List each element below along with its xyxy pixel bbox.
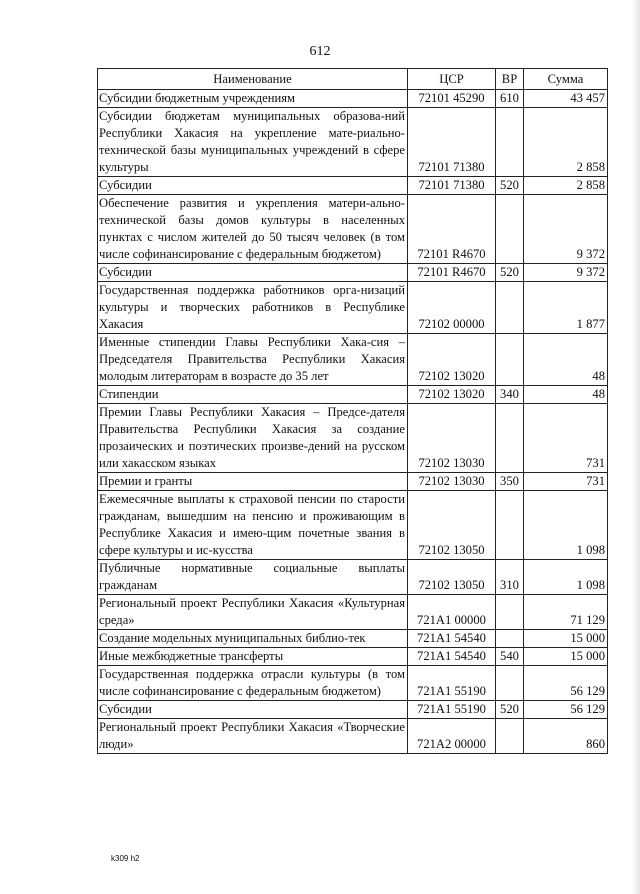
cell-vr xyxy=(496,108,524,177)
cell-sum: 71 129 xyxy=(524,595,608,630)
cell-csr: 72102 13050 xyxy=(408,491,496,560)
table-row xyxy=(98,90,608,108)
cell-sum: 15 000 xyxy=(524,630,608,648)
cell-vr xyxy=(496,282,524,334)
cell-name: Публичные нормативные социальные выплаты гражданам xyxy=(98,560,408,595)
cell-name: Субсидии бюджетам муниципальных образова-ний Республики Хакасия на укрепление мате-риально-технической базы муниципальных учреждений в сфере культуры xyxy=(98,108,408,177)
cell-name: Региональный проект Республики Хакасия «Культурная среда» xyxy=(98,595,408,630)
table-row xyxy=(98,282,608,334)
cell-name: Субсидии xyxy=(98,177,408,195)
table-body xyxy=(98,90,608,754)
table-row xyxy=(98,177,608,195)
cell-sum: 48 xyxy=(524,386,608,404)
cell-csr: 721A1 00000 xyxy=(408,595,496,630)
cell-name: Региональный проект Республики Хакасия «Творческие люди» xyxy=(98,719,408,754)
header-name: Наименование xyxy=(98,69,408,90)
cell-csr: 721A1 55190 xyxy=(408,666,496,701)
cell-name: Субсидии бюджетным учреждениям xyxy=(98,90,408,108)
cell-sum: 731 xyxy=(524,473,608,491)
cell-csr: 72101 R4670 xyxy=(408,264,496,282)
cell-sum: 56 129 xyxy=(524,701,608,719)
cell-name: Субсидии xyxy=(98,701,408,719)
cell-csr: 721A1 54540 xyxy=(408,648,496,666)
budget-table xyxy=(97,68,608,754)
cell-sum: 1 098 xyxy=(524,560,608,595)
page-number: 612 xyxy=(309,44,331,59)
cell-vr: 520 xyxy=(496,701,524,719)
cell-name: Обеспечение развития и укрепления матери-ально-технической базы домов культуры в населенных пунктах с числом жителей до 50 тысяч человек (в том числе софинансирование с федеральным бюджетом) xyxy=(98,195,408,264)
cell-sum: 1 877 xyxy=(524,282,608,334)
cell-vr xyxy=(496,195,524,264)
header-csr: ЦСР xyxy=(408,69,496,90)
cell-vr: 310 xyxy=(496,560,524,595)
cell-csr: 72101 45290 xyxy=(408,90,496,108)
cell-vr xyxy=(496,491,524,560)
cell-name: Стипендии xyxy=(98,386,408,404)
header-vr: ВР xyxy=(496,69,524,90)
cell-vr xyxy=(496,666,524,701)
table-row xyxy=(98,404,608,473)
cell-vr: 340 xyxy=(496,386,524,404)
scan-edge xyxy=(632,0,640,894)
cell-vr: 520 xyxy=(496,177,524,195)
cell-sum: 9 372 xyxy=(524,195,608,264)
cell-name: Иные межбюджетные трансферты xyxy=(98,648,408,666)
table-row xyxy=(98,334,608,386)
cell-sum: 2 858 xyxy=(524,108,608,177)
table-row xyxy=(98,595,608,630)
cell-sum: 43 457 xyxy=(524,90,608,108)
table-row xyxy=(98,648,608,666)
cell-csr: 72102 13020 xyxy=(408,334,496,386)
cell-csr: 721A2 00000 xyxy=(408,719,496,754)
table-header-row xyxy=(98,69,608,90)
cell-name: Государственная поддержка отрасли культуры (в том числе софинансирование с федеральным бюджетом) xyxy=(98,666,408,701)
cell-name: Создание модельных муниципальных библио-тек xyxy=(98,630,408,648)
table-row xyxy=(98,473,608,491)
cell-name: Субсидии xyxy=(98,264,408,282)
cell-sum: 1 098 xyxy=(524,491,608,560)
cell-vr xyxy=(496,595,524,630)
cell-csr: 72101 71380 xyxy=(408,108,496,177)
cell-sum: 860 xyxy=(524,719,608,754)
cell-csr: 721A1 54540 xyxy=(408,630,496,648)
cell-sum: 731 xyxy=(524,404,608,473)
cell-vr: 520 xyxy=(496,264,524,282)
cell-vr xyxy=(496,404,524,473)
cell-csr: 721A1 55190 xyxy=(408,701,496,719)
cell-sum: 2 858 xyxy=(524,177,608,195)
cell-sum: 48 xyxy=(524,334,608,386)
cell-name: Премии и гранты xyxy=(98,473,408,491)
table-row xyxy=(98,386,608,404)
cell-sum: 9 372 xyxy=(524,264,608,282)
cell-vr xyxy=(496,334,524,386)
cell-vr: 350 xyxy=(496,473,524,491)
footer-code: k309 h2 xyxy=(111,854,140,863)
cell-vr xyxy=(496,630,524,648)
cell-name: Государственная поддержка работников орга-низаций культуры и творческих работников в Республике Хакасия xyxy=(98,282,408,334)
table-row xyxy=(98,108,608,177)
cell-name: Ежемесячные выплаты к страховой пенсии по старости гражданам, вышедшим на пенсию и проживающим в Республике Хакасия и имею-щим почетные звания в сфере культуры и ис-кусства xyxy=(98,491,408,560)
header-sum: Сумма xyxy=(524,69,608,90)
cell-sum: 15 000 xyxy=(524,648,608,666)
table-row xyxy=(98,666,608,701)
cell-vr xyxy=(496,719,524,754)
cell-csr: 72102 13050 xyxy=(408,560,496,595)
cell-csr: 72102 13030 xyxy=(408,473,496,491)
cell-vr: 610 xyxy=(496,90,524,108)
table-row xyxy=(98,195,608,264)
cell-vr: 540 xyxy=(496,648,524,666)
table-row xyxy=(98,630,608,648)
cell-name: Премии Главы Республики Хакасия – Предсе-дателя Правительства Республики Хакасия за создание прозаических и поэтических произве-дений на русском или хакасском языках xyxy=(98,404,408,473)
cell-csr: 72101 71380 xyxy=(408,177,496,195)
cell-name: Именные стипендии Главы Республики Хака-сия – Председателя Правительства Республики Хакасия молодым литераторам в возрасте до 35 лет xyxy=(98,334,408,386)
cell-csr: 72102 13030 xyxy=(408,404,496,473)
cell-csr: 72102 13020 xyxy=(408,386,496,404)
cell-sum: 56 129 xyxy=(524,666,608,701)
table-row xyxy=(98,560,608,595)
cell-csr: 72101 R4670 xyxy=(408,195,496,264)
cell-csr: 72102 00000 xyxy=(408,282,496,334)
table-row xyxy=(98,701,608,719)
table-row xyxy=(98,491,608,560)
table-row xyxy=(98,719,608,754)
table-row xyxy=(98,264,608,282)
